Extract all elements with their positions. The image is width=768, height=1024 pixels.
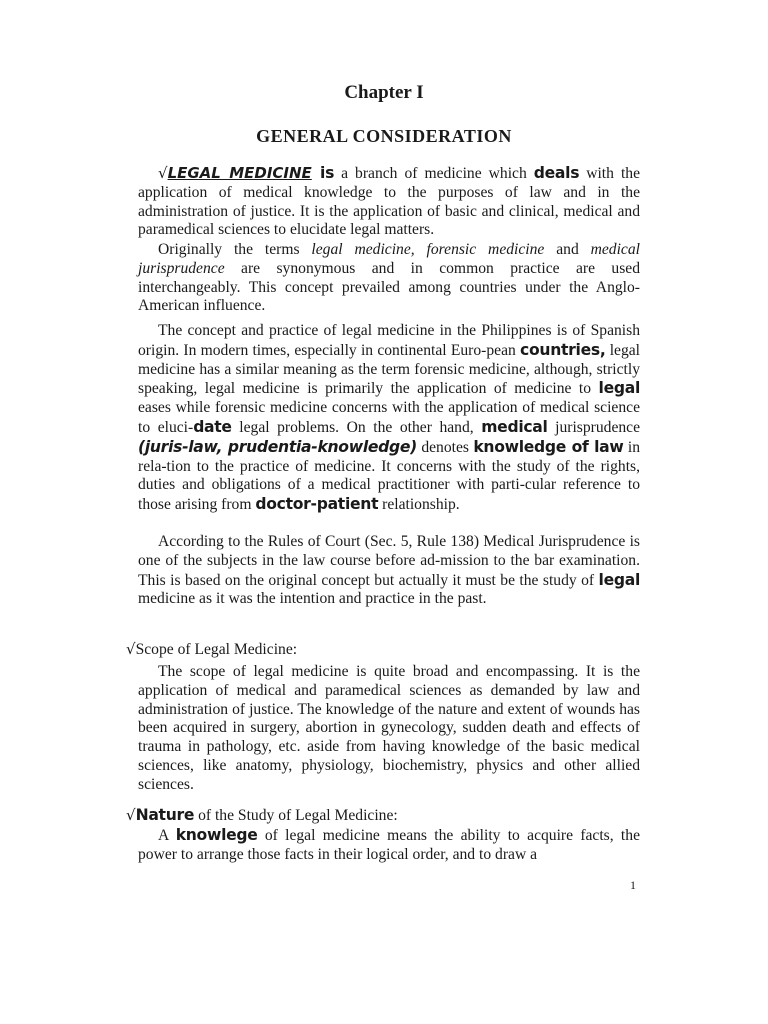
handwritten-medical: medical	[481, 417, 548, 436]
text-span: in rela-tion to the practice of medicine. It concerns with the study of the rights, duties and obligations of a medical practitioner with parti-cular reference to those arising from	[138, 438, 641, 514]
handwritten-legal: legal	[598, 570, 640, 589]
text-span: According to the Rules of Court (Sec. 5, Rule 138) Medical Jurisprudence is one of the subjects in the law course before ad-mission to the bar examination. This is based on the original concept but actually it must be the study of	[138, 533, 640, 589]
handwritten-nature: Nature	[135, 806, 195, 824]
paragraph-nature	[138, 826, 640, 865]
heading-text: of the Study of Legal Medicine:	[194, 807, 398, 824]
check-mark-icon: √	[126, 806, 136, 824]
handwritten-countries: countries,	[520, 340, 606, 359]
heading-text: Scope of Legal Medicine:	[135, 641, 298, 658]
paragraph-scope	[138, 663, 640, 795]
handwritten-doctor-patient: doctor-patient	[255, 495, 379, 514]
word-is: is	[311, 164, 335, 182]
text-span: Originally the terms	[158, 241, 312, 258]
text-span: A	[158, 827, 176, 844]
chapter-title: GENERAL CONSIDERATION	[256, 126, 512, 146]
text-span: denotes	[416, 438, 474, 456]
section-heading-nature	[126, 806, 398, 825]
section-heading-scope	[126, 640, 297, 659]
italic-terms: legal medicine, forensic medicine	[311, 241, 545, 258]
paragraph-definition	[138, 164, 640, 240]
text-span: of legal medicine means the ability to acquire facts, the power to arrange those facts in their logical order, and to draw a	[138, 827, 640, 863]
text-span: with the application of medical knowledge to the purposes of law and in the administration of justice. It is the application of basic and clinical, medical and paramedical sciences to elucidate legal matters.	[138, 165, 640, 239]
handwritten-knowledge-of-law: knowledge of law	[473, 437, 624, 456]
text-span: and	[544, 241, 591, 258]
handwritten-deals: deals	[533, 164, 580, 182]
text-span: The concept and practice of legal medicine in the Philippines is of Spanish origin. In modern times, especially in continental Euro-pean	[138, 322, 640, 359]
text-span: medicine as it was the intention and practice in the past.	[138, 590, 487, 608]
handwritten-date: date	[193, 417, 232, 436]
page-number: 1	[630, 878, 636, 892]
paragraph-rules-of-court	[138, 533, 640, 609]
handwritten-juris-prudentia: (juris-law, prudentia-knowledge)	[138, 437, 417, 456]
check-mark-icon: √	[126, 640, 136, 658]
italic-term: medical jurisprudence	[138, 241, 640, 277]
text-span: legal medicine has a similar meaning as the term forensic medicine, although, strictly speaking, legal medicine is primarily the application of medicine to	[138, 341, 641, 398]
handwritten-knowlege: knowlege	[175, 826, 258, 844]
chapter-heading: Chapter I	[344, 82, 424, 103]
text-span: legal problems. On the other hand,	[231, 418, 482, 436]
paragraph-concept	[138, 322, 640, 515]
text-span: a branch of medicine which	[334, 165, 534, 182]
text-span: eases while forensic medicine concerns with the application of medical science to eluci-	[138, 399, 640, 436]
text-span: relationship.	[378, 496, 460, 514]
term-legal-medicine: LEGAL MEDICINE	[167, 164, 312, 182]
check-mark-icon: √	[158, 164, 168, 182]
paragraph-terms	[138, 241, 640, 316]
handwritten-legal: legal	[598, 379, 640, 398]
text-span: are synonymous and in common practice are used interchangeably. This concept prevailed among countries under the Anglo-American influence.	[138, 259, 640, 315]
text-span: The scope of legal medicine is quite broad and encompassing. It is the application of medical and paramedical sciences as demanded by law and administration of justice. The knowledge of the nature and extent of wounds has been acquired in surgery, abortion in gynecology, sudden death and effects of trauma in pathology, etc. aside from having knowledge of the basic medical sciences, like anatomy, physiology, biochemistry, physics and other allied sciences.	[138, 663, 640, 793]
text-span: jurisprudence	[547, 418, 641, 436]
